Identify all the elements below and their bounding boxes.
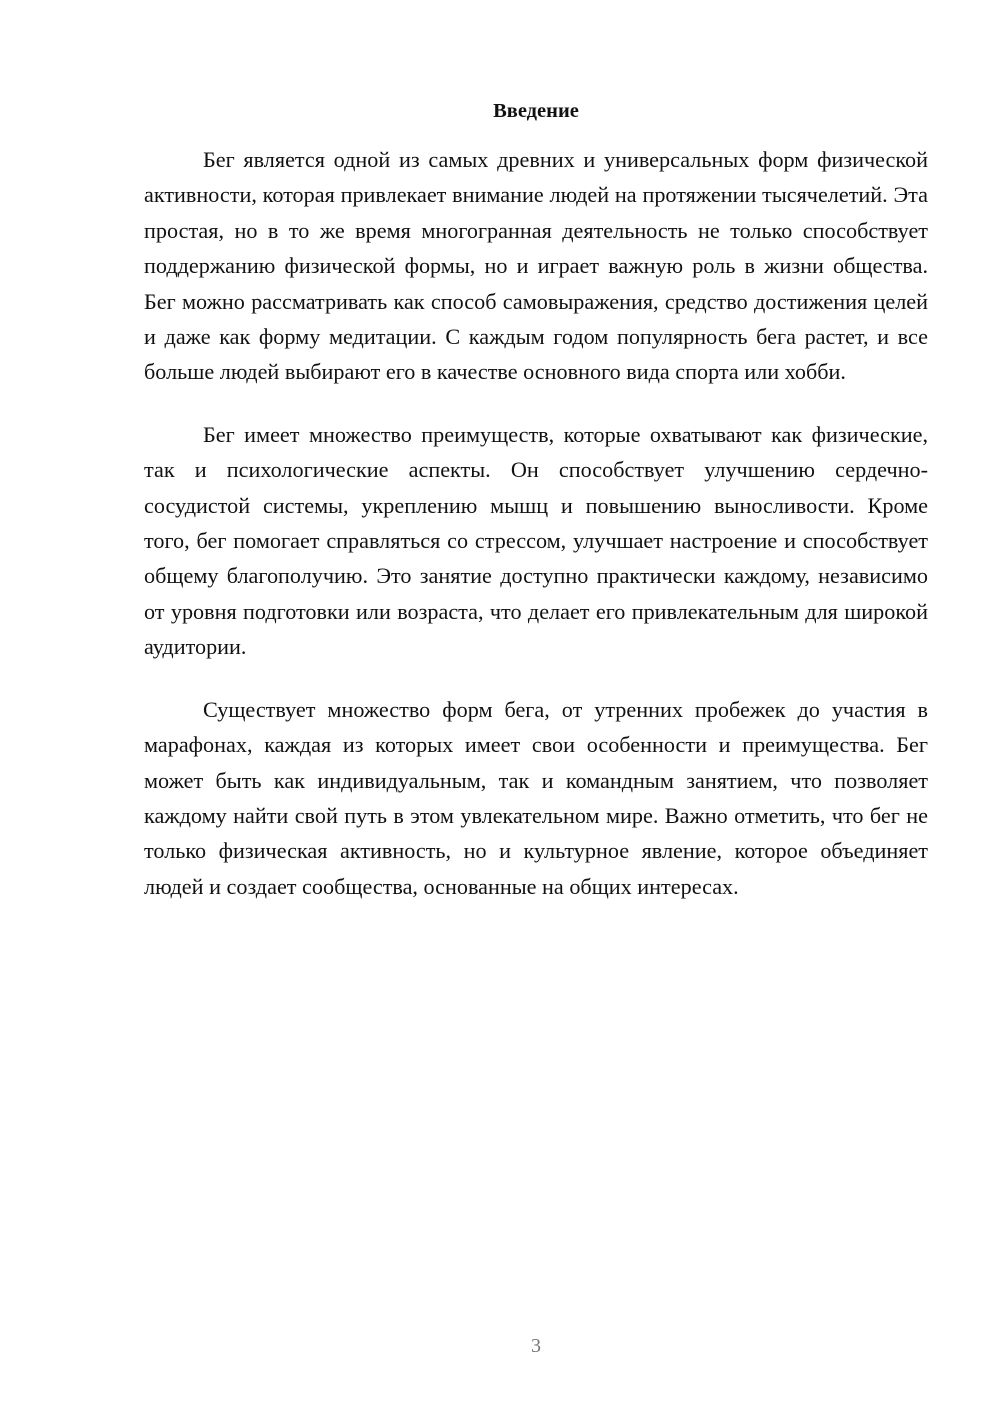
body-text [144,142,928,931]
page-number: 3 [531,1335,541,1357]
paragraph: Бег имеет множество преимуществ, которые охватывают как физические, так и психологические аспекты. Он способствует улучшению сердечно-сосудистой системы, укреплению мышц и повышению выносливости. Кроме того, бег помогает справляться со стрессом, улучшает настроение и способствует общему благополучию. Это занятие доступно практически каждому, независимо от уровня подготовки или возраста, что делает его привлекательным для широкой аудитории. [144,421,928,660]
page-heading: Введение [493,100,579,122]
paragraph: Бег является одной из самых древних и универсальных форм физической активности, которая привлекает внимание людей на протяжении тысячелетий. Эта простая, но в то же время многогранная деятельность не только способствует поддержанию физической формы, но и играет важную роль в жизни общества. Бег можно рассматривать как способ самовыражения, средство достижения целей и даже как форму медитации. С каждым годом популярность бега растет, и все больше людей выбирают его в качестве основного вида спорта или хобби. [144,147,928,385]
paragraph: Существует множество форм бега, от утренних пробежек до участия в марафонах, каждая из которых имеет свои особенности и преимущества. Бег может быть как индивидуальным, так и командным занятием, что позволяет каждому найти свой путь в этом увлекательном мире. Важно отметить, что бег не только физическая активность, но и культурное явление, которое объединяет людей и создает сообщества, основанные на общих интересах. [144,696,928,899]
